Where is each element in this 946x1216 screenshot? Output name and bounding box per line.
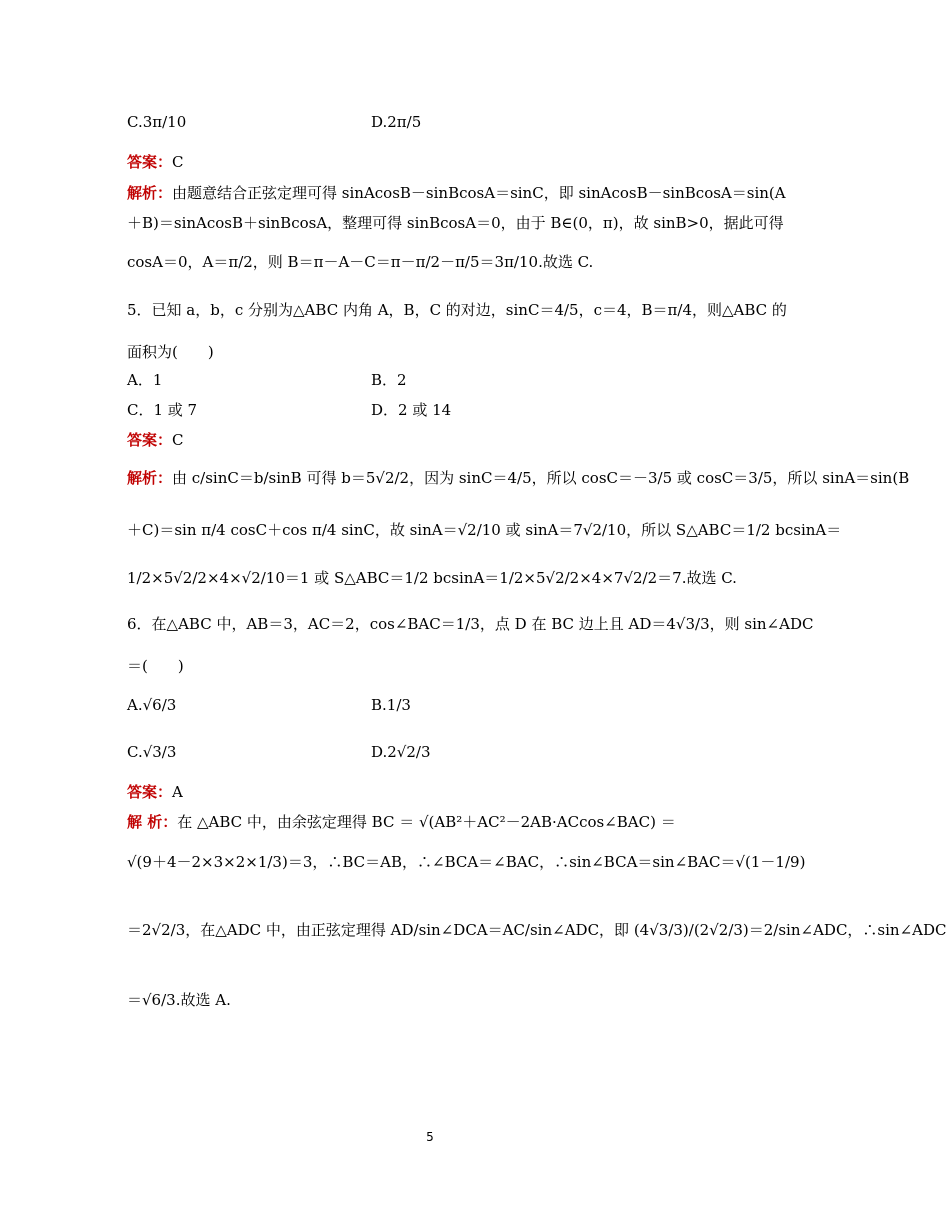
q6-explanation-line-3: ＝2√2/3，在△ADC 中，由正弦定理得 AD/sin∠DCA＝AC/sin∠ADC，即 (4√3/3)/(2√2/3)＝2/sin∠ADC，∴sin∠ADC	[127, 921, 946, 939]
q6-explanation-text-1: 在 △ABC 中，由余弦定理得 BC ＝ √(AB²＋AC²－2AB·ACcos∠BAC) ＝	[177, 813, 676, 831]
q4-answer-label: 答案：	[127, 153, 173, 171]
q5-option-d[interactable]: D．2 或 14	[371, 401, 452, 419]
q4-answer-value: C	[172, 153, 184, 171]
q6-answer-value: A	[172, 783, 183, 801]
q4-jiexi-label: 解析：	[127, 184, 173, 202]
q6-option-c[interactable]: C.√3/3	[127, 743, 177, 761]
q5-answer-label: 答案：	[127, 431, 173, 449]
q5-explanation-line-3: 1/2×5√2/2×4×√2/10＝1 或 S△ABC＝1/2 bcsinA＝1/2×5√2/2×4×7√2/2＝7.故选 C.	[127, 569, 737, 587]
q5-option-c[interactable]: C．1 或 7	[127, 401, 198, 419]
q6-option-b[interactable]: B.1/3	[371, 696, 411, 714]
q5-option-a[interactable]: A．1	[127, 371, 163, 389]
q6-stem-line-2: ＝( )	[127, 657, 184, 675]
q5-option-b[interactable]: B．2	[371, 371, 407, 389]
q4-option-d-text: D.2π/5	[371, 113, 422, 131]
q4-explanation-line-1	[127, 183, 786, 203]
q5-jiexi-label: 解析：	[127, 469, 173, 487]
q4-explanation-line-3: cosA＝0，A＝π/2，则 B＝π－A－C＝π－π/2－π/5＝3π/10.故选 C.	[127, 253, 594, 271]
q4-explanation-text-1: 由题意结合正弦定理可得 sinAcosB－sinBcosA＝sinC，即 sinAcosB－sinBcosA＝sin(A	[172, 184, 786, 202]
q5-explanation-text-1: 由 c/sinC＝b/sinB 可得 b＝5√2/2，因为 sinC＝4/5，所以 cosC＝－3/5 或 cosC＝3/5，所以 sinA＝sin(B	[172, 469, 910, 487]
q4-option-c-text: C.3π/10	[127, 113, 187, 131]
q6-option-d[interactable]: D.2√2/3	[371, 743, 431, 761]
q4-option-d[interactable]	[371, 112, 421, 132]
q5-answer	[127, 430, 735, 450]
q4-answer	[127, 152, 735, 172]
q6-explanation-line-1	[127, 812, 735, 832]
q4-explanation-line-2: ＋B)＝sinAcosB＋sinBcosA，整理可得 sinBcosA＝0，由于 B∈(0，π)，故 sinB>0，据此可得	[127, 214, 784, 232]
page-number: 5	[426, 1130, 434, 1144]
q6-option-a[interactable]: A.√6/3	[127, 696, 177, 714]
q5-explanation-line-1	[127, 468, 910, 488]
q5-answer-value: C	[172, 431, 184, 449]
q5-stem-line-1: 5．已知 a，b，c 分别为△ABC 内角 A，B，C 的对边，sinC＝4/5，c＝4，B＝π/4，则△ABC 的	[127, 301, 787, 319]
q5-explanation-line-2: ＋C)＝sin π/4 cosC＋cos π/4 sinC，故 sinA＝√2/10 或 sinA＝7√2/10，所以 S△ABC＝1/2 bcsinA＝	[127, 521, 842, 539]
q6-explanation-line-4: ＝√6/3.故选 A.	[127, 991, 231, 1009]
q6-answer-label: 答案：	[127, 783, 173, 801]
q4-option-c[interactable]	[127, 112, 186, 132]
q5-stem-line-2: 面积为( )	[127, 343, 214, 361]
q6-answer	[127, 782, 735, 802]
q6-explanation-line-2: √(9＋4－2×3×2×1/3)＝3，∴BC＝AB，∴∠BCA＝∠BAC，∴sin∠BCA＝sin∠BAC＝√(1－1/9)	[127, 853, 806, 871]
q6-jiexi-label: 解 析：	[127, 813, 178, 831]
q6-stem-line-1: 6．在△ABC 中，AB＝3，AC＝2，cos∠BAC＝1/3，点 D 在 BC 边上且 AD＝4√3/3，则 sin∠ADC	[127, 615, 814, 633]
